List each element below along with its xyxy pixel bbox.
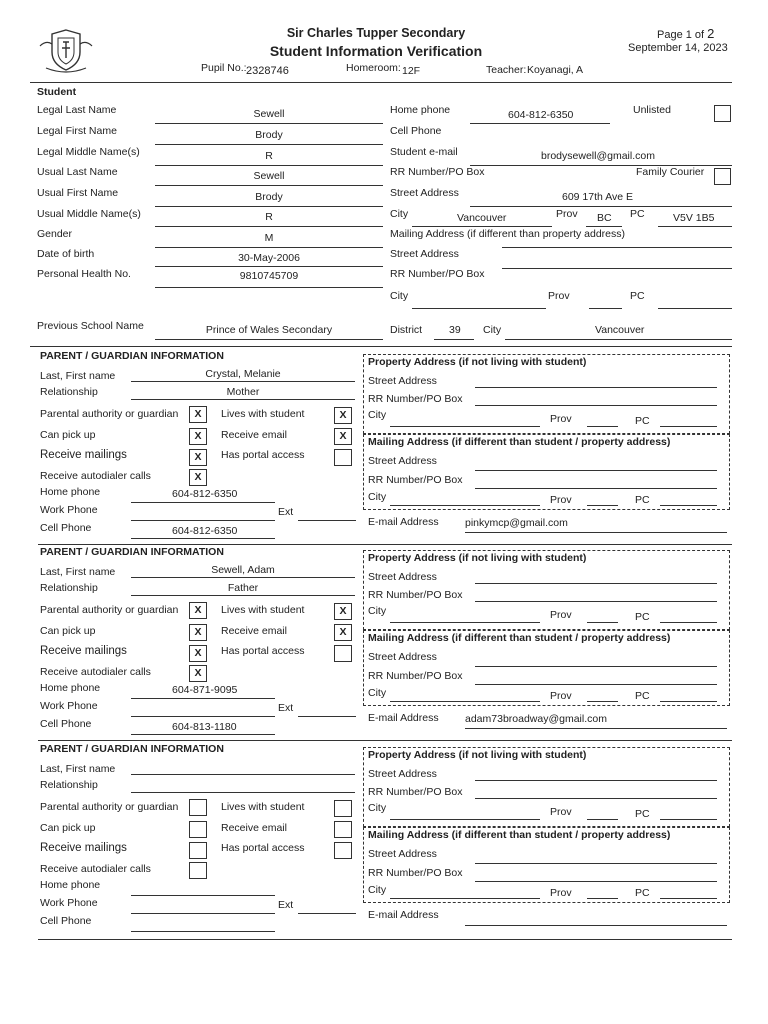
print-date: September 14, 2023	[628, 42, 728, 54]
guardian-3-cell-phone-label: Cell Phone	[40, 915, 92, 927]
student-email-label: Student e-mail	[390, 146, 458, 158]
homeroom-value: 12F	[402, 65, 421, 77]
guardian-3-property-rr-label: RR Number/PO Box	[368, 786, 463, 798]
guardian-3-mailing-pc-label: PC	[635, 887, 650, 899]
usual-middle-value[interactable]: R	[265, 211, 273, 223]
guardian-1-cell-phone-label: Cell Phone	[40, 522, 92, 534]
legal-last-value[interactable]: Sewell	[253, 108, 285, 120]
guardian-3-home-phone-label: Home phone	[40, 879, 101, 891]
legal-middle-value[interactable]: R	[265, 150, 273, 162]
guardian-2-mailing-prov-label: Prov	[550, 690, 572, 702]
guardian-2-portal-label: Has portal access	[221, 645, 305, 657]
guardian-2-autodialer-checkbox[interactable]: X	[189, 665, 207, 682]
district-label: District	[390, 324, 423, 336]
guardian-2-mailing-city-label: City	[368, 687, 387, 699]
student-email-value[interactable]: brodysewell@gmail.com	[541, 150, 655, 162]
form-title: Student Information Verification	[269, 43, 483, 59]
guardian-2-section-title: PARENT / GUARDIAN INFORMATION	[40, 546, 224, 558]
phn-label: Personal Health No.	[37, 268, 131, 280]
school-name: Sir Charles Tupper Secondary	[286, 26, 466, 40]
guardian-1-autodialer-checkbox[interactable]: X	[189, 469, 207, 486]
guardian-3-portal-label: Has portal access	[221, 842, 305, 854]
guardian-1-receive-mailings-checkbox[interactable]: X	[189, 449, 207, 466]
dob-label: Date of birth	[37, 248, 95, 260]
guardian-3-mailing-city-label: City	[368, 884, 387, 896]
guardian-3-mailing-street-label: Street Address	[368, 848, 437, 860]
guardian-1-lives-with-checkbox[interactable]: X	[334, 407, 352, 424]
guardian-2-receive-email-label: Receive email	[221, 625, 287, 637]
guardian-1-parental-authority-checkbox[interactable]: X	[189, 406, 207, 423]
guardian-2-cell-phone-label: Cell Phone	[40, 718, 92, 730]
prev-school-label: Previous School Name	[37, 320, 144, 332]
guardian-1-mailing-pc-label: PC	[635, 494, 650, 506]
guardian-2-portal-checkbox[interactable]	[334, 645, 352, 662]
guardian-1-cell-phone-value[interactable]: 604-812-6350	[172, 525, 238, 537]
guardian-3-property-street-label: Street Address	[368, 768, 437, 780]
guardian-1-portal-checkbox[interactable]	[334, 449, 352, 466]
mailing-address-label: Mailing Address (if different than property address)	[390, 228, 626, 240]
guardian-1-can-pick-up-checkbox[interactable]: X	[189, 428, 207, 445]
teacher-value: Koyanagi, A	[527, 64, 584, 76]
guardian-3-receive-email-checkbox[interactable]	[334, 821, 352, 838]
guardian-1-section-title: PARENT / GUARDIAN INFORMATION	[40, 350, 224, 362]
guardian-1-can-pick-up-label: Can pick up	[40, 429, 96, 441]
guardian-1-receive-email-label: Receive email	[221, 429, 287, 441]
guardian-2-property-pc-label: PC	[635, 611, 650, 623]
guardian-2-parental-authority-label: Parental authority or guardian	[40, 604, 179, 616]
guardian-3-mailing-prov-label: Prov	[550, 887, 572, 899]
guardian-2-receive-mailings-label: Receive mailings	[40, 645, 127, 657]
prev-school-value[interactable]: Prince of Wales Secondary	[205, 324, 333, 336]
guardian-1-mailing-rr-label: RR Number/PO Box	[368, 474, 463, 486]
guardian-2-mailing-address-title: Mailing Address (if different than student / property address)	[368, 632, 671, 644]
guardian-2-can-pick-up-checkbox[interactable]: X	[189, 624, 207, 641]
guardian-2-autodialer-label: Receive autodialer calls	[40, 666, 151, 678]
home-phone-label: Home phone	[390, 104, 451, 116]
guardian-2-mailing-rr-label: RR Number/PO Box	[368, 670, 463, 682]
legal-last-label: Legal Last Name	[37, 104, 117, 116]
guardian-2-email-value[interactable]: adam73broadway@gmail.com	[465, 713, 607, 725]
page-total: 2	[707, 26, 715, 41]
district-city-value[interactable]: Vancouver	[595, 324, 645, 336]
home-phone-value[interactable]: 604-812-6350	[508, 109, 574, 121]
guardian-3-lives-with-label: Lives with student	[221, 801, 305, 813]
family-courier-checkbox[interactable]	[714, 168, 731, 185]
guardian-1-property-city-label: City	[368, 409, 387, 421]
guardian-3-can-pick-up-label: Can pick up	[40, 822, 96, 834]
guardian-1-name-value[interactable]: Crystal, Melanie	[205, 368, 281, 380]
usual-last-value[interactable]: Sewell	[253, 170, 285, 182]
guardian-1-property-street-label: Street Address	[368, 375, 437, 387]
cell-phone-label: Cell Phone	[390, 125, 442, 137]
guardian-2-email-label: E-mail Address	[368, 712, 439, 724]
usual-first-value[interactable]: Brody	[255, 191, 283, 203]
unlisted-checkbox[interactable]	[714, 105, 731, 122]
pc-label: PC	[630, 208, 645, 220]
guardian-1-email-label: E-mail Address	[368, 516, 439, 528]
guardian-1-lives-with-label: Lives with student	[221, 408, 305, 420]
legal-middle-label: Legal Middle Name(s)	[37, 146, 140, 158]
guardian-3-email-label: E-mail Address	[368, 909, 439, 921]
pupil-no-value: 2328746	[246, 65, 289, 77]
guardian-2-relationship-label: Relationship	[40, 582, 98, 594]
guardian-1-autodialer-label: Receive autodialer calls	[40, 470, 151, 482]
rr-label: RR Number/PO Box	[390, 166, 485, 178]
guardian-1-mailing-city-label: City	[368, 491, 387, 503]
street2-label: Street Address	[390, 248, 459, 260]
guardian-3-receive-mailings-checkbox[interactable]	[189, 842, 207, 859]
guardian-1-name-label: Last, First name	[40, 370, 116, 382]
guardian-2-cell-phone-value[interactable]: 604-813-1180	[172, 721, 237, 733]
guardian-2-property-prov-label: Prov	[550, 609, 572, 621]
street-label: Street Address	[390, 187, 459, 199]
guardian-3-relationship-label: Relationship	[40, 779, 98, 791]
guardian-2-property-address-title: Property Address (if not living with student)	[368, 552, 587, 564]
district-city-label: City	[483, 324, 502, 336]
guardian-3-lives-with-checkbox[interactable]	[334, 800, 352, 817]
guardian-3-receive-mailings-label: Receive mailings	[40, 842, 127, 854]
guardian-3-parental-authority-checkbox[interactable]	[189, 799, 207, 816]
guardian-2-home-phone-value[interactable]: 604-871-9095	[172, 684, 238, 696]
district-value[interactable]: 39	[449, 324, 461, 336]
rr2-label: RR Number/PO Box	[390, 268, 485, 280]
page-label: Page 1 of	[657, 29, 705, 41]
pc2-label: PC	[630, 290, 645, 302]
guardian-3-mailing-address-title: Mailing Address (if different than student / property address)	[368, 829, 671, 841]
gender-label: Gender	[37, 228, 73, 240]
guardian-3-autodialer-label: Receive autodialer calls	[40, 863, 151, 875]
guardian-2-work-phone-label: Work Phone	[40, 700, 98, 712]
guardian-1-property-address-title: Property Address (if not living with student)	[368, 356, 587, 368]
guardian-3-can-pick-up-checkbox[interactable]	[189, 821, 207, 838]
usual-last-label: Usual Last Name	[37, 166, 118, 178]
guardian-2-lives-with-checkbox[interactable]: X	[334, 603, 352, 620]
guardian-1-portal-label: Has portal access	[221, 449, 305, 461]
family-courier-label: Family Courier	[636, 166, 705, 178]
usual-first-label: Usual First Name	[37, 187, 119, 199]
guardian-2-receive-email-checkbox[interactable]: X	[334, 624, 352, 641]
guardian-1-property-rr-label: RR Number/PO Box	[368, 393, 463, 405]
guardian-2-property-street-label: Street Address	[368, 571, 437, 583]
guardian-3-property-city-label: City	[368, 802, 387, 814]
guardian-1-home-phone-label: Home phone	[40, 486, 101, 498]
guardian-3-work-phone-label: Work Phone	[40, 897, 98, 909]
city-label: City	[390, 208, 409, 220]
city-value[interactable]: Vancouver	[457, 212, 507, 224]
guardian-3-mailing-rr-label: RR Number/PO Box	[368, 867, 463, 879]
guardian-1-property-pc-label: PC	[635, 415, 650, 427]
guardian-3-portal-checkbox[interactable]	[334, 842, 352, 859]
guardian-2-receive-mailings-checkbox[interactable]: X	[189, 645, 207, 662]
guardian-3-property-address-title: Property Address (if not living with student)	[368, 749, 587, 761]
gender-value[interactable]: M	[264, 232, 274, 244]
guardian-2-can-pick-up-label: Can pick up	[40, 625, 96, 637]
guardian-2-ext-label: Ext	[278, 702, 294, 714]
guardian-2-mailing-street-label: Street Address	[368, 651, 437, 663]
page-indicator	[657, 26, 714, 41]
homeroom-label: Homeroom:	[346, 62, 401, 74]
pc-value[interactable]: V5V 1B5	[673, 212, 715, 224]
guardian-3-ext-label: Ext	[278, 899, 294, 911]
prov2-label: Prov	[548, 290, 570, 302]
city2-label: City	[390, 290, 409, 302]
prov-label: Prov	[556, 208, 578, 220]
guardian-1-relationship-label: Relationship	[40, 386, 98, 398]
guardian-1-mailing-street-label: Street Address	[368, 455, 437, 467]
guardian-2-lives-with-label: Lives with student	[221, 604, 305, 616]
guardian-3-parental-authority-label: Parental authority or guardian	[40, 801, 179, 813]
legal-first-label: Legal First Name	[37, 125, 117, 137]
guardian-1-property-prov-label: Prov	[550, 413, 572, 425]
guardian-2-relationship-value[interactable]: Father	[227, 582, 259, 594]
prov-value[interactable]: BC	[597, 212, 612, 224]
guardian-3-autodialer-checkbox[interactable]	[189, 862, 207, 879]
usual-middle-label: Usual Middle Name(s)	[37, 208, 141, 220]
guardian-2-property-rr-label: RR Number/PO Box	[368, 589, 463, 601]
street-value[interactable]: 609 17th Ave E	[562, 191, 634, 203]
guardian-3-property-pc-label: PC	[635, 808, 650, 820]
guardian-1-work-phone-label: Work Phone	[40, 504, 98, 516]
unlisted-label: Unlisted	[633, 104, 671, 116]
guardian-3-section-title: PARENT / GUARDIAN INFORMATION	[40, 743, 224, 755]
guardian-1-relationship-value[interactable]: Mother	[226, 386, 260, 398]
guardian-2-name-label: Last, First name	[40, 566, 116, 578]
phn-value[interactable]: 9810745709	[239, 270, 299, 282]
dob-value[interactable]: 30-May-2006	[238, 252, 300, 264]
guardian-1-email-value[interactable]: pinkymcp@gmail.com	[465, 517, 568, 529]
guardian-1-parental-authority-label: Parental authority or guardian	[40, 408, 179, 420]
student-section-title: Student	[37, 86, 77, 98]
pupil-no-label: Pupil No.:	[201, 62, 247, 74]
legal-first-value[interactable]: Brody	[255, 129, 283, 141]
guardian-1-mailing-address-title: Mailing Address (if different than student / property address)	[368, 436, 671, 448]
guardian-2-property-city-label: City	[368, 605, 387, 617]
guardian-1-ext-label: Ext	[278, 506, 294, 518]
guardian-2-home-phone-label: Home phone	[40, 682, 101, 694]
guardian-3-property-prov-label: Prov	[550, 806, 572, 818]
guardian-2-name-value[interactable]: Sewell, Adam	[211, 564, 275, 576]
guardian-2-mailing-pc-label: PC	[635, 690, 650, 702]
guardian-2-parental-authority-checkbox[interactable]: X	[189, 602, 207, 619]
guardian-3-name-label: Last, First name	[40, 763, 116, 775]
guardian-3-receive-email-label: Receive email	[221, 822, 287, 834]
teacher-label: Teacher:	[486, 64, 527, 76]
guardian-1-receive-email-checkbox[interactable]: X	[334, 428, 352, 445]
guardian-1-mailing-prov-label: Prov	[550, 494, 572, 506]
guardian-1-receive-mailings-label: Receive mailings	[40, 449, 127, 461]
guardian-1-home-phone-value[interactable]: 604-812-6350	[172, 488, 238, 500]
